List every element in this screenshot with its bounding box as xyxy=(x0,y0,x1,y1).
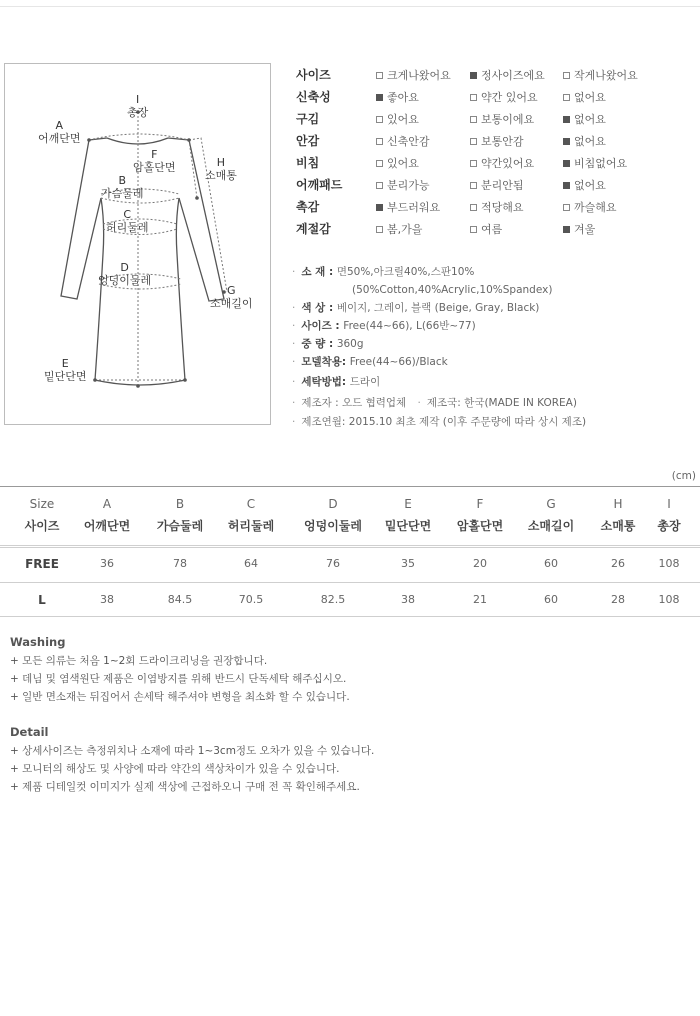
attribute-option xyxy=(376,133,430,149)
label-b xyxy=(101,174,144,200)
checked-box-icon xyxy=(470,72,477,79)
table-cell: 38 xyxy=(100,593,114,606)
column-header-code: E xyxy=(404,497,412,511)
attribute-option-label: 없어요 xyxy=(574,113,606,126)
attribute-option xyxy=(563,67,638,83)
attribute-option xyxy=(470,199,524,215)
attribute-option xyxy=(470,155,534,171)
table-cell: 28 xyxy=(611,593,625,606)
attribute-option xyxy=(470,89,538,105)
attribute-option xyxy=(376,111,419,127)
attribute-option xyxy=(376,89,419,105)
spec-material-en xyxy=(352,283,552,297)
label-i-name: 총장 xyxy=(127,106,149,119)
attribute-option-label: 있어요 xyxy=(387,157,419,170)
attribute-row xyxy=(296,66,696,86)
detail-title: Detail xyxy=(10,725,49,739)
spec-model-label: 모델착용 xyxy=(301,356,342,368)
attribute-option xyxy=(470,67,545,83)
spec-date: · 제조연월: 2015.10 최초 제작 (이후 주문량에 따라 상시 제조) xyxy=(292,416,587,428)
attribute-option-label: 크게나왔어요 xyxy=(387,69,451,82)
spec-date-value: 제조연월: 2015.10 최초 제작 (이후 주문량에 따라 상시 제조) xyxy=(301,416,587,428)
washing-item: + 일반 면소재는 뒤집어서 손세탁 해주셔야 변형을 최소화 할 수 있습니다. xyxy=(10,691,350,703)
column-header-code: D xyxy=(328,497,338,511)
spec-maker-value: 제조자 : 오드 협력업체 xyxy=(301,397,407,409)
detail-item: + 제품 디테일컷 이미지가 실제 색상에 근접하오니 구매 전 꼭 확인해주세요. xyxy=(10,781,360,793)
checked-box-icon xyxy=(563,182,570,189)
label-e-letter: E xyxy=(61,357,69,370)
table-cell: 108 xyxy=(658,557,680,570)
spec-color: · 색 상 : 베이지, 그레이, 블랙 (Beige, Gray, Black) xyxy=(292,302,540,314)
attribute-option-label: 없어요 xyxy=(574,179,606,192)
attribute-row xyxy=(296,220,696,240)
attribute-row xyxy=(296,88,696,108)
attribute-row xyxy=(296,198,696,218)
column-header-name: 엉덩이둘레 xyxy=(304,519,362,533)
attribute-label: 촉감 xyxy=(296,200,320,214)
right-body-side xyxy=(176,198,185,380)
spec-color-value: 베이지, 그레이, 블랙 (Beige, Gray, Black) xyxy=(336,302,540,314)
label-a-letter: A xyxy=(55,119,64,132)
attribute-option xyxy=(470,177,524,193)
column-header-code: B xyxy=(175,497,185,511)
column-header-code: Size xyxy=(29,497,55,511)
label-f-name: 암홀단면 xyxy=(133,161,176,174)
attribute-option-label: 작게나왔어요 xyxy=(574,69,638,82)
attribute-option-label: 분리안됨 xyxy=(481,179,524,192)
label-b-letter: B xyxy=(118,174,127,187)
table-cell: 78 xyxy=(173,557,187,570)
attribute-option xyxy=(470,221,502,237)
spec-weight: · 중 량 : 360g xyxy=(292,338,364,350)
unchecked-box-icon xyxy=(376,138,383,145)
spec-size-value: Free(44~66), L(66반~77) xyxy=(343,320,476,332)
label-a-name: 어깨단면 xyxy=(38,132,81,145)
table-cell: 108 xyxy=(658,593,680,606)
column-header-name: 소매통 xyxy=(600,519,636,533)
attribute-option-label: 정사이즈에요 xyxy=(481,69,545,82)
attribute-option-label: 봄,가을 xyxy=(387,223,423,236)
attribute-option xyxy=(376,155,419,171)
attribute-option-label: 없어요 xyxy=(574,91,606,104)
attribute-label: 구김 xyxy=(296,112,320,126)
attribute-option-label: 신축안감 xyxy=(387,135,430,148)
spec-model: · 모델착용: Free(44~66)/Black xyxy=(292,356,448,368)
detail-item: + 모니터의 해상도 및 사양에 따라 약간의 색상차이가 있을 수 있습니다. xyxy=(10,763,340,775)
spec-weight-value: 360g xyxy=(336,338,364,350)
washing-item: + 모든 의류는 처음 1~2회 드라이크리닝을 권장합니다. xyxy=(10,655,268,667)
table-cell: 60 xyxy=(544,557,558,570)
hem-line xyxy=(95,380,185,385)
attribute-option xyxy=(563,199,617,215)
label-d-name: 엉덩이둘레 xyxy=(98,274,152,287)
attribute-label: 어깨패드 xyxy=(296,178,343,192)
unchecked-box-icon xyxy=(470,116,477,123)
label-b-name: 가슴둘레 xyxy=(101,187,144,200)
label-c xyxy=(106,208,149,234)
attribute-option-label: 분리가능 xyxy=(387,179,430,192)
label-g-name: 소매길이 xyxy=(210,297,253,310)
attribute-option-label: 까슬해요 xyxy=(574,201,617,214)
attribute-option xyxy=(376,67,451,83)
table-top-border xyxy=(0,486,700,487)
attribute-option-label: 약간있어요 xyxy=(481,157,535,170)
column-header-code: F xyxy=(476,497,484,511)
table-cell: 36 xyxy=(100,557,114,570)
label-i xyxy=(127,93,148,119)
spec-wash-value: 드라이 xyxy=(349,376,381,388)
label-c-letter: C xyxy=(123,208,132,221)
label-h-letter: H xyxy=(216,156,226,169)
unchecked-box-icon xyxy=(376,182,383,189)
label-i-letter: I xyxy=(136,93,140,106)
unchecked-box-icon xyxy=(376,226,383,233)
unchecked-box-icon xyxy=(470,138,477,145)
table-cell: 60 xyxy=(544,593,558,606)
attribute-row xyxy=(296,132,696,152)
left-body-side xyxy=(95,198,104,380)
attribute-option xyxy=(376,199,440,215)
attribute-option xyxy=(563,89,606,105)
column-header-name: 사이즈 xyxy=(24,519,60,533)
column-header-code: H xyxy=(613,497,623,511)
measurement-diagram xyxy=(4,63,271,425)
attribute-option xyxy=(376,177,430,193)
table-header-border xyxy=(0,545,700,546)
table-cell: 82.5 xyxy=(320,593,346,606)
attribute-row xyxy=(296,154,696,174)
label-g xyxy=(210,284,253,310)
attribute-option-label: 없어요 xyxy=(574,135,606,148)
label-g-letter: G xyxy=(226,284,236,297)
spec-maker: · 제조자 : 오드 협력업체 · 제조국: 한국(MADE IN KOREA) xyxy=(292,397,577,409)
spec-material: · 소 재 : 면50%,아크릴40%,스판10% xyxy=(292,266,475,278)
checked-box-icon xyxy=(563,138,570,145)
attribute-option xyxy=(563,177,606,193)
label-f xyxy=(133,148,176,174)
attribute-option-label: 여름 xyxy=(481,223,503,236)
table-row-border xyxy=(0,582,700,583)
column-header-name: 총장 xyxy=(657,519,681,533)
attribute-option-label: 약간 있어요 xyxy=(481,91,538,104)
washing-title: Washing xyxy=(10,635,66,649)
column-header-name: 밑단단면 xyxy=(384,519,432,533)
unchecked-box-icon xyxy=(470,160,477,167)
table-cell: 38 xyxy=(401,593,415,606)
spec-weight-label: 중 량 xyxy=(301,338,326,350)
label-e-name: 밑단단면 xyxy=(44,370,87,383)
attribute-option-label: 보통안감 xyxy=(481,135,524,148)
column-header-code: A xyxy=(102,497,112,511)
unchecked-box-icon xyxy=(470,204,477,211)
attribute-option xyxy=(563,111,606,127)
label-c-name: 허리둘레 xyxy=(106,221,149,234)
checked-box-icon xyxy=(376,94,383,101)
unchecked-box-icon xyxy=(376,160,383,167)
unchecked-box-icon xyxy=(470,94,477,101)
attribute-option xyxy=(376,221,422,237)
label-a xyxy=(38,119,81,145)
unchecked-box-icon xyxy=(376,116,383,123)
label-h-name: 소매통 xyxy=(205,169,237,182)
size-name-cell: L xyxy=(38,593,46,607)
unchecked-box-icon xyxy=(563,204,570,211)
spec-size: · 사이즈 : Free(44~66), L(66반~77) xyxy=(292,320,476,332)
attribute-option xyxy=(470,111,534,127)
attribute-option-label: 겨울 xyxy=(574,223,596,236)
attribute-label: 신축성 xyxy=(296,90,331,104)
spec-model-value: Free(44~66)/Black xyxy=(349,356,448,368)
attribute-option xyxy=(563,221,595,237)
attribute-label: 안감 xyxy=(296,134,320,148)
spec-size-label: 사이즈 xyxy=(301,320,332,332)
table-cell: 21 xyxy=(473,593,487,606)
top-divider xyxy=(0,6,700,7)
label-e xyxy=(44,357,87,383)
unchecked-box-icon xyxy=(376,72,383,79)
spec-country-value: 제조국: 한국(MADE IN KOREA) xyxy=(426,397,577,409)
unchecked-box-icon xyxy=(470,226,477,233)
size-name-cell: FREE xyxy=(25,557,59,571)
unchecked-box-icon xyxy=(470,182,477,189)
washing-item: + 데님 및 염색원단 제품은 이염방지를 위해 반드시 단독세탁 해주십시오. xyxy=(10,673,347,685)
table-cell: 26 xyxy=(611,557,625,570)
table-cell: 35 xyxy=(401,557,415,570)
table-cell: 84.5 xyxy=(167,593,193,606)
attribute-option-label: 부드러워요 xyxy=(387,201,441,214)
label-d-letter: D xyxy=(120,261,129,274)
column-header-code: C xyxy=(246,497,256,511)
attribute-row xyxy=(296,110,696,130)
column-header-name: 암홀단면 xyxy=(456,519,504,533)
column-header-code: I xyxy=(667,497,671,511)
label-f-letter: F xyxy=(151,148,158,161)
table-header-border-2 xyxy=(0,547,700,548)
column-header-name: 어깨단면 xyxy=(83,519,131,533)
spec-material-value: 면50%,아크릴40%,스판10% xyxy=(336,266,475,278)
spec-wash-label: 세탁방법 xyxy=(301,376,342,388)
table-bottom-border xyxy=(0,616,700,617)
attribute-label: 계절감 xyxy=(296,222,331,236)
column-header-name: 허리둘레 xyxy=(227,519,275,533)
column-header-name: 소매길이 xyxy=(527,519,575,533)
spec-wash: · 세탁방법: 드라이 xyxy=(292,376,381,388)
table-cell: 70.5 xyxy=(238,593,264,606)
checked-box-icon xyxy=(563,226,570,233)
attribute-row xyxy=(296,176,696,196)
unit-label: (cm) xyxy=(671,470,696,482)
label-d xyxy=(98,261,151,287)
attribute-option-label: 좋아요 xyxy=(387,91,419,104)
detail-item: + 상세사이즈는 측정위치나 소재에 따라 1~3cm정도 오차가 있을 수 있습니다. xyxy=(10,745,375,757)
column-header-code: G xyxy=(546,497,556,511)
left-sleeve xyxy=(61,140,101,299)
spec-color-label: 색 상 xyxy=(301,302,326,314)
checked-box-icon xyxy=(376,204,383,211)
attribute-option-label: 보통이에요 xyxy=(481,113,535,126)
table-cell: 64 xyxy=(244,557,258,570)
label-h xyxy=(205,156,237,182)
checked-box-icon xyxy=(563,116,570,123)
unchecked-box-icon xyxy=(563,72,570,79)
unchecked-box-icon xyxy=(563,94,570,101)
attribute-option-label: 있어요 xyxy=(387,113,419,126)
attribute-option-label: 적당해요 xyxy=(481,201,524,214)
table-cell: 20 xyxy=(473,557,487,570)
attribute-option xyxy=(563,133,606,149)
checked-box-icon xyxy=(563,160,570,167)
column-header-name: 가슴둘레 xyxy=(156,519,204,533)
attribute-option-label: 비침없어요 xyxy=(574,157,628,170)
spec-material-label: 소 재 xyxy=(301,266,326,278)
spec-material-en-value: (50%Cotton,40%Acrylic,10%Spandex) xyxy=(352,284,553,296)
attribute-option xyxy=(563,155,627,171)
attribute-label: 사이즈 xyxy=(296,68,331,82)
table-cell: 76 xyxy=(326,557,340,570)
attribute-option xyxy=(470,133,524,149)
attribute-label: 비침 xyxy=(296,156,320,170)
